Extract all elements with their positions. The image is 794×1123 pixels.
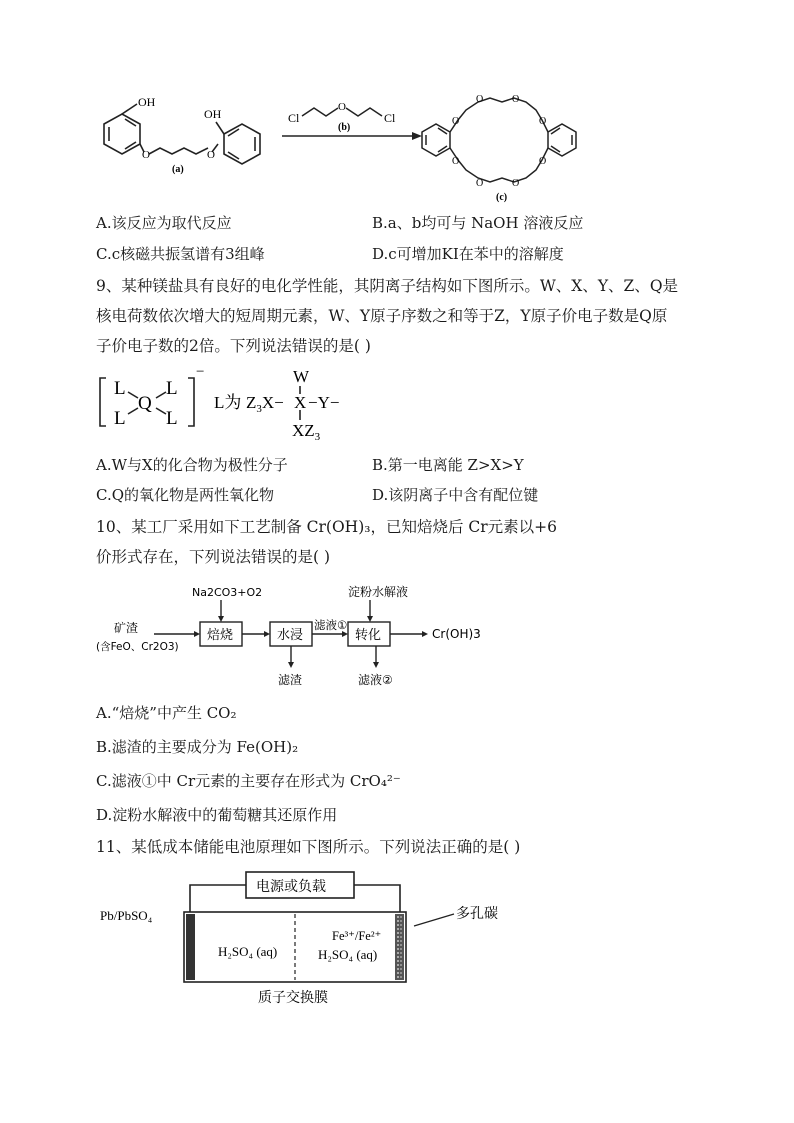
q9-option-b: B.第一电离能 Z>X>Y <box>372 456 524 474</box>
anion-structure-figure <box>96 364 376 444</box>
q8-option-d: D.c可增加KI在苯中的溶解度 <box>372 245 564 263</box>
q10-stem-line-1: 10、某工厂采用如下工艺制备 Cr(OH)₃，已知焙烧后 Cr元素以+6 <box>96 518 557 536</box>
label-b: (b) <box>338 122 351 133</box>
pb-electrode <box>186 914 195 980</box>
reaction-arrow-head <box>412 132 422 140</box>
atom-x: X <box>294 393 307 412</box>
reaction-scheme-figure <box>92 84 592 204</box>
step-conversion: 转化 <box>355 628 382 643</box>
l-definition-label: L为 <box>214 393 242 412</box>
ligand-l: L <box>114 378 126 399</box>
q10-option-d: D.淀粉水解液中的葡萄糖其还原作用 <box>96 806 338 824</box>
q9-stem-line-2: 核电荷数依次增大的短周期元素，W、Y原子序数之和等于Z，Y原子价电子数是Q原 <box>96 307 668 325</box>
oxygen-label: O <box>539 156 547 167</box>
load-label: 电源或负载 <box>256 880 326 895</box>
cl-label-1: Cl <box>288 111 300 125</box>
oxygen-label: O <box>452 156 460 167</box>
oxygen-label: O <box>338 101 346 113</box>
porous-carbon-electrode <box>395 914 404 980</box>
residue-label: 滤渣 <box>278 673 303 687</box>
right-electrode-label: 多孔碳 <box>456 907 498 922</box>
atom-w: W <box>293 367 310 386</box>
filtrate-2-label: 滤液② <box>358 673 393 687</box>
y-tail: −Y− <box>308 393 340 412</box>
q9-option-a: A.W与X的化合物为极性分子 <box>96 456 288 474</box>
feed-ore-label: 矿渣 <box>114 621 139 635</box>
q10-stem-line-2: 价形式存在，下列说法错误的是( ) <box>96 548 331 566</box>
oxygen-label: O <box>142 149 150 161</box>
left-electrode-label: Pb/PbSO₄ <box>100 908 153 923</box>
q9-stem-line-3: 子价电子数的2倍。下列说法错误的是( ) <box>96 337 371 355</box>
q9-option-d: D.该阴离子中含有配位键 <box>372 486 539 504</box>
product-label: Cr(OH)3 <box>432 627 481 641</box>
ligand-l: L <box>166 378 178 399</box>
xz3-group: $XZ_3$ <box>292 421 321 443</box>
oxygen-label: O <box>539 116 547 127</box>
q8-option-a: A.该反应为取代反应 <box>96 214 232 232</box>
oh-label-1: OH <box>138 95 156 109</box>
oxygen-label: O <box>452 116 460 127</box>
step-roasting: 焙烧 <box>207 628 234 643</box>
oxygen-label: O <box>476 178 484 189</box>
q9-option-c: C.Q的氧化物是两性氧化物 <box>96 486 275 504</box>
cl-label-2: Cl <box>384 111 396 125</box>
right-ions-label: Fe³⁺/Fe²⁺ <box>332 929 382 943</box>
ligand-l: L <box>114 408 126 429</box>
molecule-c <box>422 98 576 182</box>
reagent-na2co3-o2: Na2CO3+O2 <box>192 586 263 599</box>
left-solution-label: H₂SO₄ (aq) <box>218 944 278 959</box>
reagent-starch-hydrolysate: 淀粉水解液 <box>348 585 409 599</box>
q10-option-a: A.“焙烧”中产生 CO₂ <box>96 704 237 722</box>
feed-ore-composition: (含FeO、Cr2O3) <box>96 641 179 653</box>
q8-option-c: C.c核磁共振氢谱有3组峰 <box>96 245 265 263</box>
oh-label-2: OH <box>204 107 222 121</box>
filtrate-1-label: 滤液① <box>314 618 348 632</box>
process-flow-figure <box>96 578 516 690</box>
charge-sign: − <box>196 364 205 380</box>
oxygen-label: O <box>476 94 484 105</box>
q10-option-c: C.滤液①中 Cr元素的主要存在形式为 CrO₄²⁻ <box>96 772 401 790</box>
oxygen-label: O <box>512 178 520 189</box>
oxygen-label: O <box>207 149 215 161</box>
label-a: (a) <box>172 164 184 175</box>
battery-diagram <box>96 866 526 1016</box>
right-solution-label: H₂SO₄ (aq) <box>318 947 378 962</box>
oxygen-label: O <box>512 94 520 105</box>
z3x-group: $Z_3X-$ <box>246 393 284 415</box>
q11-stem: 11、某低成本储能电池原理如下图所示。下列说法正确的是( ) <box>96 838 521 856</box>
molecule-a <box>104 104 260 164</box>
step-water-leaching: 水浸 <box>277 628 304 643</box>
central-q: Q <box>138 393 152 414</box>
q9-stem-line-1: 9、某种镁盐具有良好的电化学性能，其阴离子结构如下图所示。W、X、Y、Z、Q是 <box>96 277 679 295</box>
membrane-label: 质子交换膜 <box>258 991 328 1006</box>
label-c: (c) <box>496 192 508 203</box>
q10-option-b: B.滤渣的主要成分为 Fe(OH)₂ <box>96 738 299 756</box>
ligand-l: L <box>166 408 178 429</box>
q8-option-b: B.a、b均可与 NaOH 溶液反应 <box>372 214 584 232</box>
